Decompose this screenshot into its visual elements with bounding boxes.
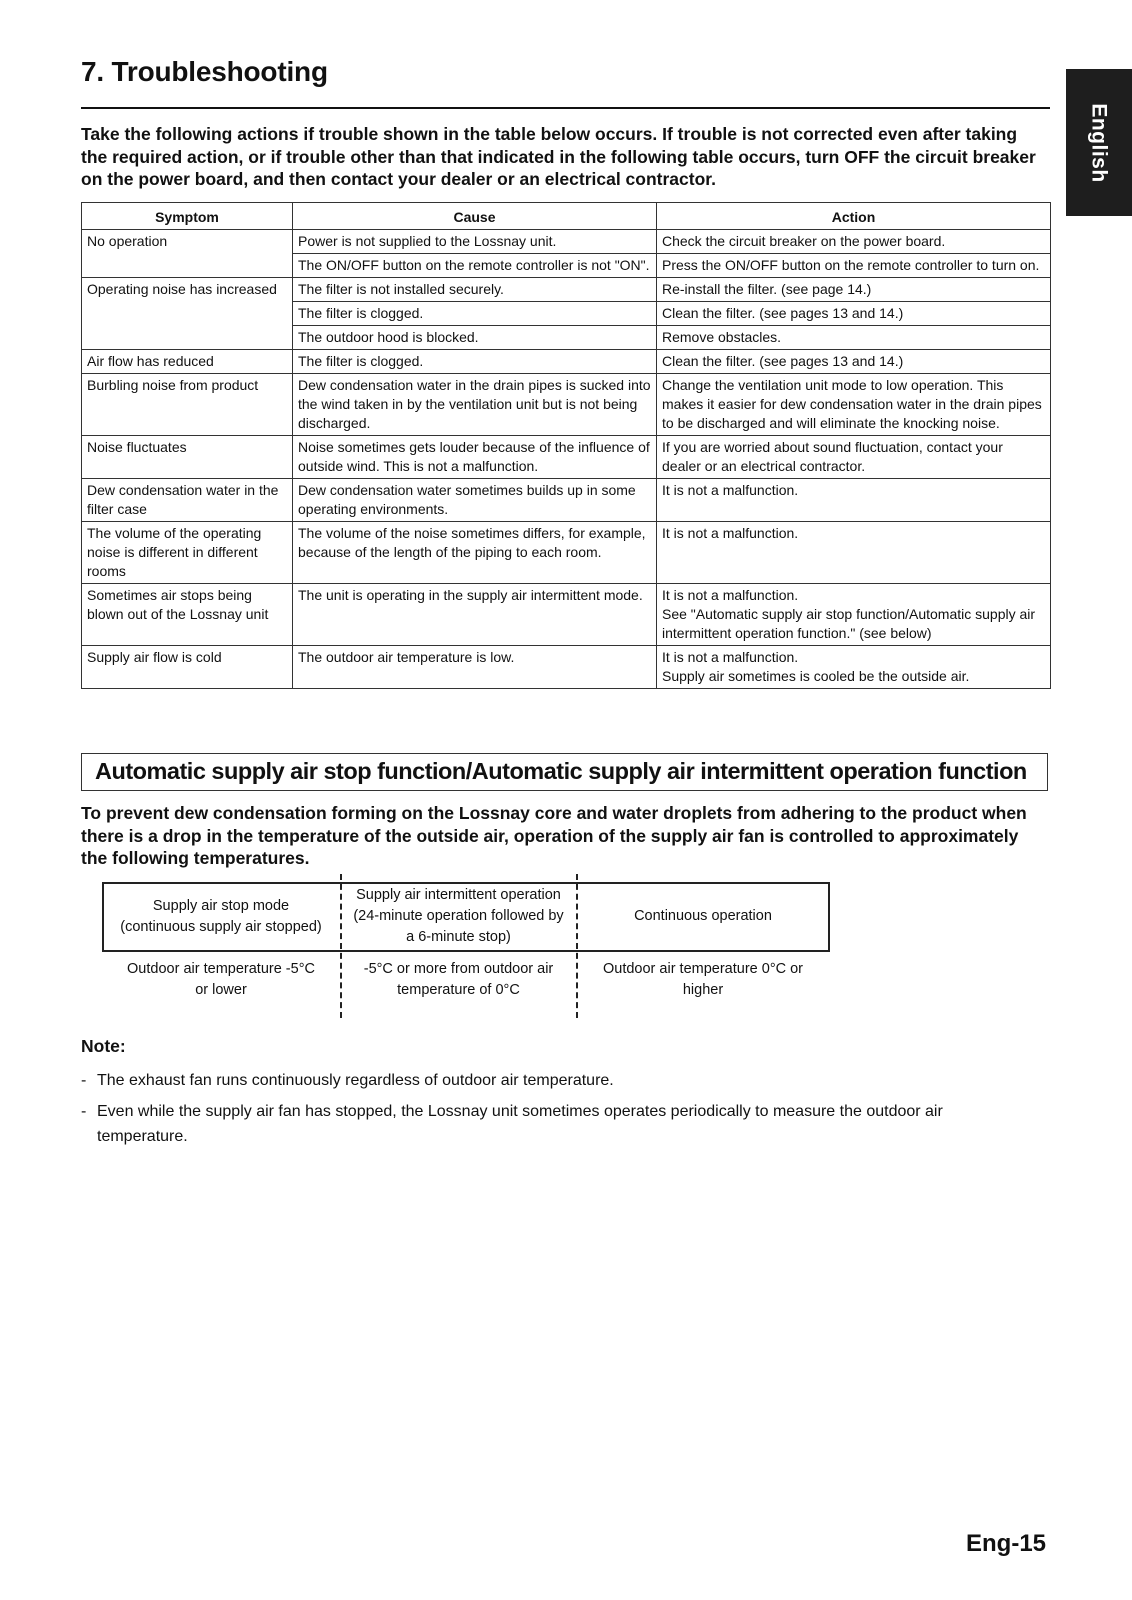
note-text: The exhaust fan runs continuously regardless of outdoor air temperature. <box>97 1072 614 1089</box>
symptom-cell: Supply air flow is cold <box>82 646 293 689</box>
mode-intermittent <box>342 885 575 948</box>
action-cell: Change the ventilation unit mode to low operation. This makes it easier for dew condensation water in the drain pipes to be discharged and will eliminate the knocking noise. <box>657 374 1051 436</box>
symptom-cell: Sometimes air stops being blown out of the Lossnay unit <box>82 584 293 646</box>
title-divider <box>81 107 1050 109</box>
action-line: It is not a malfunction. <box>662 587 799 603</box>
mode-stop <box>104 896 338 938</box>
action-cell: Remove obstacles. <box>657 326 1051 350</box>
page-title: 7. Troubleshooting <box>81 56 328 87</box>
symptom-cell: The volume of the operating noise is different in different rooms <box>82 522 293 584</box>
table-row <box>82 646 1051 689</box>
table-row <box>82 479 1051 522</box>
action-line: Supply air sometimes is cooled be the outside air. <box>662 668 970 684</box>
temperature-mode-chart <box>102 882 830 1022</box>
symptom-cell: Dew condensation water in the filter case <box>82 479 293 522</box>
note-list <box>81 1068 1021 1155</box>
note-title: Note: <box>81 1036 126 1056</box>
table-row <box>82 584 1051 646</box>
table-header-row <box>82 203 1051 230</box>
intro-paragraph: Take the following actions if trouble shown in the table below occurs. If trouble is not corrected even after taking the required action, or if trouble other than that indicated in the following table occurs, turn OFF the circuit breaker on the power board, and then contact your dealer or an electrical contractor. <box>81 124 1036 189</box>
symptom-cell: Air flow has reduced <box>82 350 293 374</box>
action-cell: Clean the filter. (see pages 13 and 14.) <box>657 302 1051 326</box>
page-number: Eng-15 <box>966 1530 1047 1557</box>
cause-cell: The outdoor air temperature is low. <box>293 646 657 689</box>
symptom-cell: Burbling noise from product <box>82 374 293 436</box>
action-cell: Clean the filter. (see pages 13 and 14.) <box>657 350 1051 374</box>
action-cell <box>657 646 1051 689</box>
action-line: See "Automatic supply air stop function/Automatic supply air intermittent operation function." (see below) <box>662 606 1036 641</box>
condition-stop-line: Outdoor air temperature -5°C <box>127 961 315 977</box>
cause-cell: The outdoor hood is blocked. <box>293 326 657 350</box>
language-tab-label: English <box>1088 102 1111 183</box>
mode-intermittent-line: Supply air intermittent operation <box>356 887 561 903</box>
dash-bullet: - <box>81 1072 87 1089</box>
condition-continuous <box>578 959 828 1001</box>
cause-cell: The volume of the noise sometimes differs, for example, because of the length of the piping to each room. <box>293 522 657 584</box>
action-cell: Re-install the filter. (see page 14.) <box>657 278 1051 302</box>
action-cell: It is not a malfunction. <box>657 522 1051 584</box>
table-row <box>82 522 1051 584</box>
mode-continuous <box>578 906 828 927</box>
cause-cell: Dew condensation water in the drain pipes is sucked into the wind taken in by the ventilation unit but is not being discharged. <box>293 374 657 436</box>
condition-continuous-line: higher <box>682 982 724 998</box>
condition-intermittent-line: temperature of 0°C <box>397 982 520 998</box>
header-cause: Cause <box>293 203 657 230</box>
condition-intermittent-line: -5°C or more from outdoor air <box>363 961 554 977</box>
table-row <box>82 374 1051 436</box>
cause-cell: Dew condensation water sometimes builds up in some operating environments. <box>293 479 657 522</box>
action-cell: If you are worried about sound fluctuation, contact your dealer or an electrical contractor. <box>657 436 1051 479</box>
cause-cell: The filter is not installed securely. <box>293 278 657 302</box>
mode-intermittent-line: (24-minute operation followed by <box>353 908 564 924</box>
mode-continuous-line: Continuous operation <box>634 908 772 924</box>
cause-cell: Noise sometimes gets louder because of the influence of outside wind. This is not a malfunction. <box>293 436 657 479</box>
note-item <box>81 1068 1021 1093</box>
cause-cell: The unit is operating in the supply air intermittent mode. <box>293 584 657 646</box>
cause-cell: The filter is clogged. <box>293 350 657 374</box>
section-heading-box <box>81 753 1048 791</box>
table-row <box>82 278 1051 302</box>
header-symptom: Symptom <box>82 203 293 230</box>
mode-intermittent-line: a 6-minute stop) <box>406 929 511 945</box>
header-action: Action <box>657 203 1051 230</box>
action-cell: Press the ON/OFF button on the remote controller to turn on. <box>657 254 1051 278</box>
cause-cell: The ON/OFF button on the remote controller is not "ON". <box>293 254 657 278</box>
table-row <box>82 350 1051 374</box>
language-tab <box>1066 69 1132 216</box>
note-text: Even while the supply air fan has stopped, the Lossnay unit sometimes operates periodically to measure the outdoor air temperature. <box>97 1103 943 1145</box>
symptom-cell: Operating noise has increased <box>82 278 293 350</box>
action-cell: It is not a malfunction. <box>657 479 1051 522</box>
note-item <box>81 1099 1021 1149</box>
condition-intermittent <box>342 959 575 1001</box>
table-row <box>82 436 1051 479</box>
action-line: It is not a malfunction. <box>662 649 799 665</box>
symptom-cell: No operation <box>82 230 293 278</box>
action-cell: Check the circuit breaker on the power board. <box>657 230 1051 254</box>
cause-cell: Power is not supplied to the Lossnay unit. <box>293 230 657 254</box>
troubleshooting-table <box>81 202 1051 689</box>
condition-stop-line: or lower <box>195 982 247 998</box>
symptom-cell: Noise fluctuates <box>82 436 293 479</box>
mode-stop-line: (continuous supply air stopped) <box>120 919 322 935</box>
condition-continuous-line: Outdoor air temperature 0°C or <box>602 961 804 977</box>
dash-bullet: - <box>81 1103 87 1120</box>
section-intro-paragraph: To prevent dew condensation forming on the Lossnay core and water droplets from adhering to the product when there is a drop in the temperature of the outside air, operation of the supply air fan is controlled to approximately the following temperatures. <box>81 803 1027 868</box>
cause-cell: The filter is clogged. <box>293 302 657 326</box>
condition-stop <box>104 959 338 1001</box>
mode-stop-line: Supply air stop mode <box>152 898 290 914</box>
table-row <box>82 230 1051 254</box>
section-title: Automatic supply air stop function/Automatic supply air intermittent operation function <box>95 758 1027 784</box>
action-cell <box>657 584 1051 646</box>
